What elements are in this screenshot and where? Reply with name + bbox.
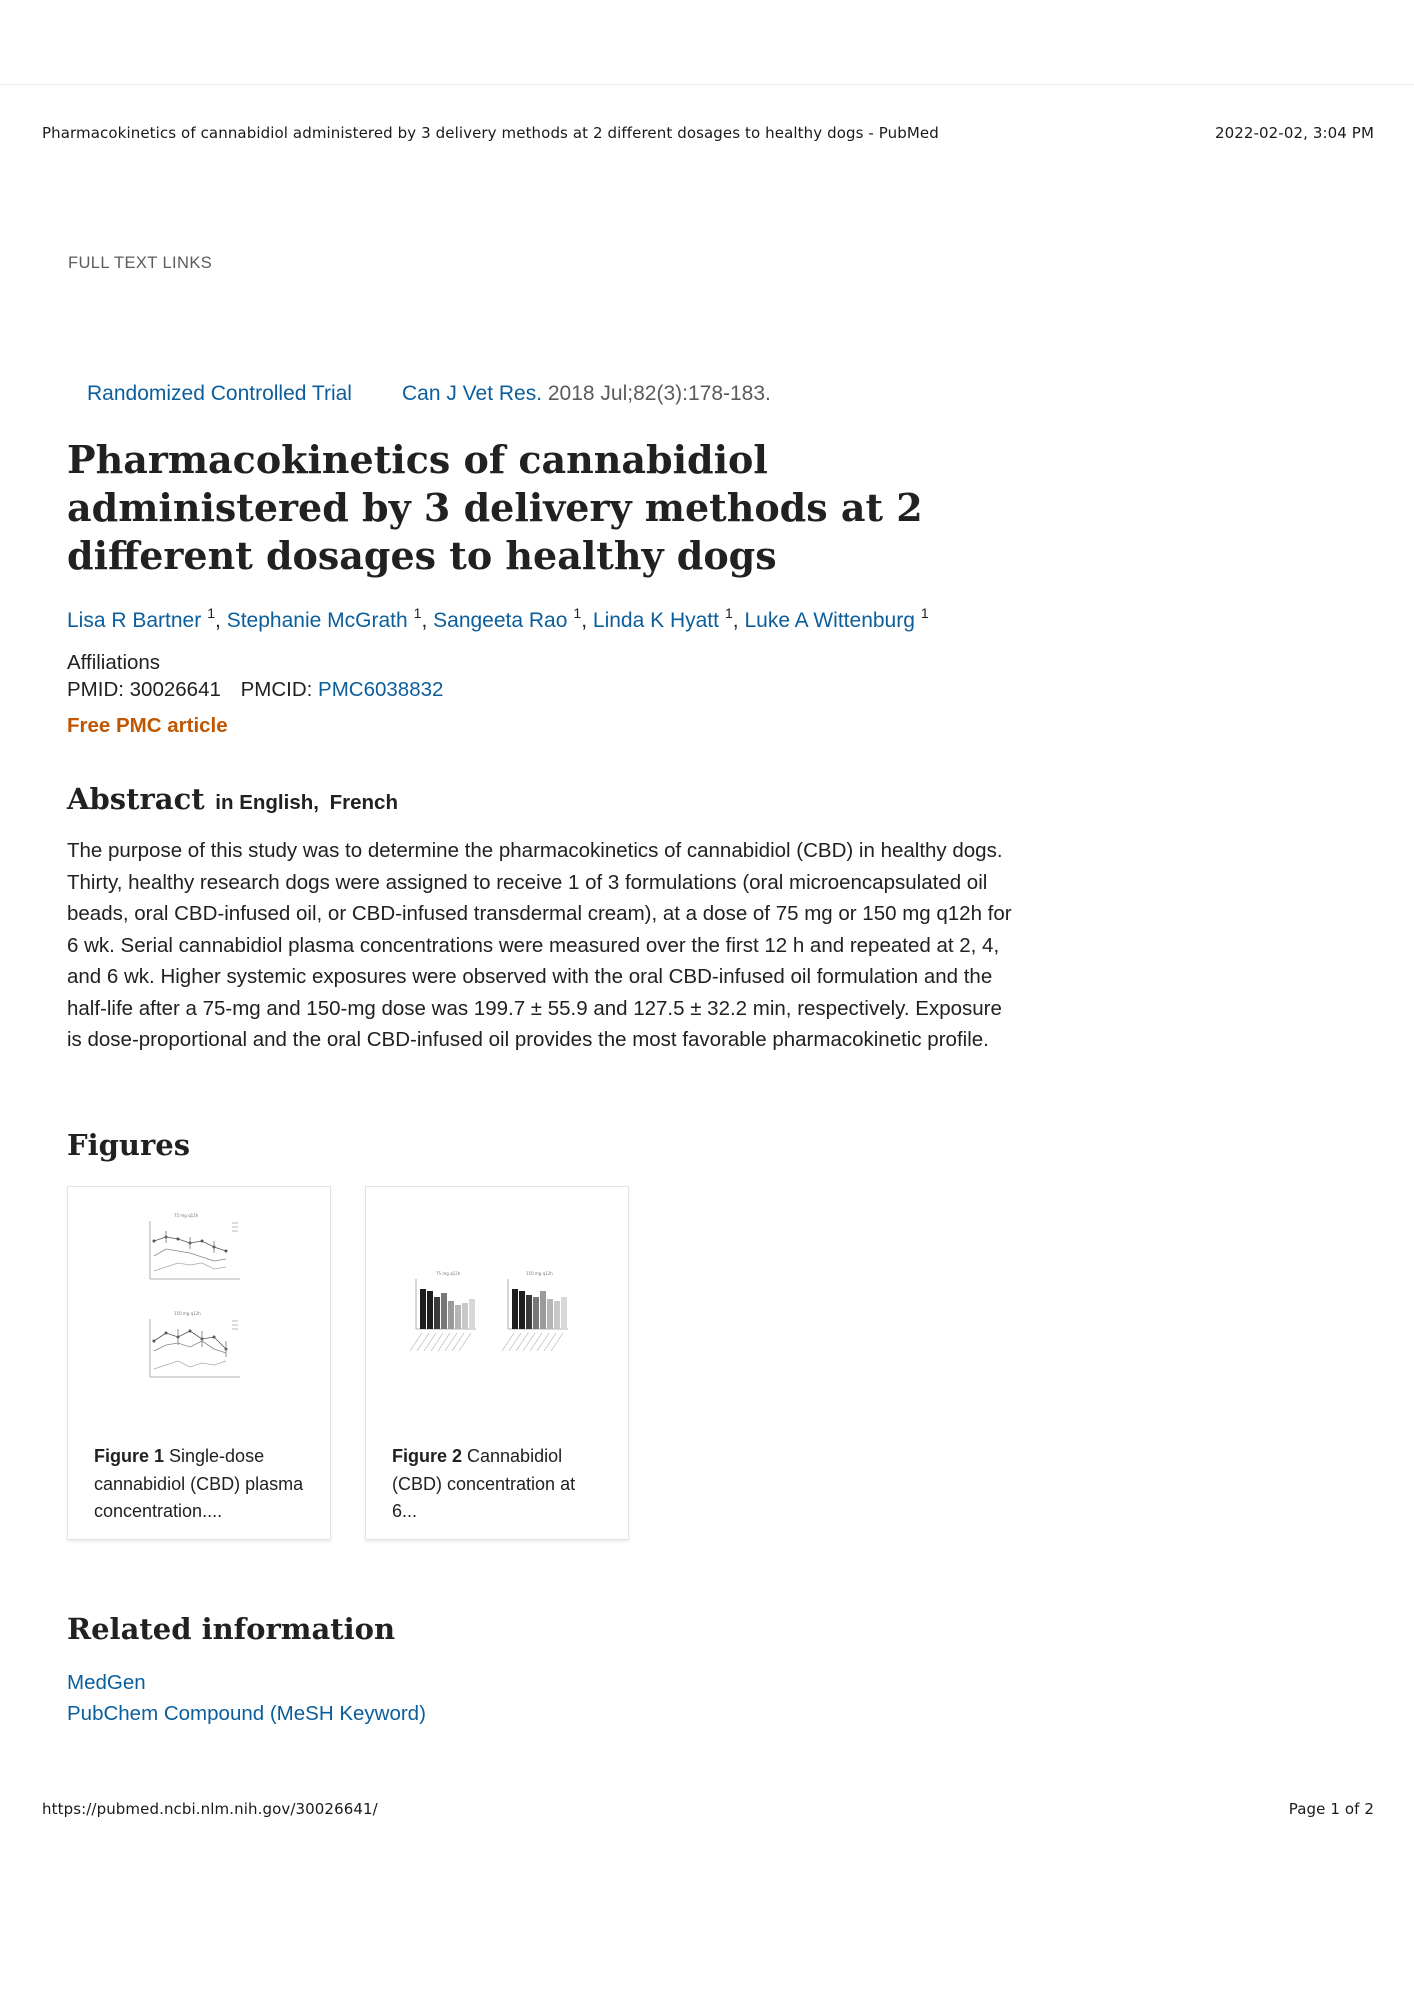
figure-card-2[interactable] (365, 1186, 629, 1540)
author-link[interactable]: Stephanie McGrath (226, 609, 408, 632)
related-links (67, 1667, 426, 1729)
figure-1-caption-text: Single-dose cannabidiol (CBD) plasma concentration.... (94, 1446, 304, 1521)
author-list (67, 605, 929, 633)
svg-text:150 mg q12h: 150 mg q12h (174, 1311, 201, 1316)
figure-1-label: Figure 1 (94, 1446, 165, 1466)
affiliation-ref[interactable]: 1 (207, 605, 216, 621)
figure-1-caption (94, 1443, 304, 1526)
affiliations-toggle[interactable]: Affiliations (67, 651, 161, 674)
abstract-language-prefix: in English, (215, 791, 319, 814)
pmid-label: PMID: (67, 678, 124, 701)
medgen-link[interactable]: MedGen (67, 1671, 146, 1694)
abstract-title: Abstract (67, 782, 205, 816)
top-divider (0, 84, 1414, 85)
journal-link[interactable]: Can J Vet Res. (401, 382, 543, 405)
figure-2-caption-text: Cannabidiol (CBD) concentration at 6... (392, 1446, 576, 1521)
pubchem-compound-link[interactable]: PubChem Compound (MeSH Keyword) (67, 1702, 426, 1725)
print-footer-url: https://pubmed.ncbi.nlm.nih.gov/30026641/ (42, 1800, 378, 1818)
pmid-value: 30026641 (129, 678, 221, 701)
article-title: Pharmacokinetics of cannabidiol administered by 3 delivery methods at 2 different dosages to healthy dogs (67, 437, 923, 578)
pmcid-link[interactable]: PMC6038832 (318, 678, 444, 701)
citation-details: 2018 Jul;82(3):178-183. (542, 382, 771, 405)
abstract-heading (67, 782, 398, 816)
author-separator: , (581, 609, 588, 632)
author-separator: , (215, 609, 221, 632)
print-header-title: Pharmacokinetics of cannabidiol administered by 3 delivery methods at 2 different dosages to healthy dogs - PubMed (42, 124, 939, 142)
citation-line (87, 382, 771, 406)
pmcid-label: PMCID: (240, 678, 313, 701)
figure-2-thumbnail (380, 1201, 614, 1423)
publication-type-link[interactable]: Randomized Controlled Trial (87, 382, 352, 405)
full-text-links-label: FULL TEXT LINKS (68, 254, 213, 272)
author-link[interactable]: Linda K Hyatt (592, 609, 719, 632)
figure-2-caption (392, 1443, 602, 1526)
author-link[interactable]: Luke A Wittenburg (744, 609, 915, 632)
author-separator: , (732, 609, 739, 632)
affiliation-ref[interactable]: 1 (573, 605, 582, 621)
affiliation-ref[interactable]: 1 (413, 605, 422, 621)
abstract-text: The purpose of this study was to determine the pharmacokinetics of cannabidiol (CBD) in healthy dogs. Thirty, healthy research dogs were assigned to receive 1 of 3 formulations (oral microencapsulated oil beads, oral CBD-infused oil, or CBD-infused transdermal cream), at a dose of 75 mg or 150 mg q12h for 6 wk. Serial cannabidiol plasma concentrations were measured over the first 12 h and repeated at 2, 4, and 6 wk. Higher systemic exposures were observed with the oral CBD-infused oil formulation and the half-life after a 75-mg and 150-mg dose was 199.7 ± 55.9 and 127.5 ± 32.2 min, respectively. Exposure is dose-proportional and the oral CBD-infused oil provides the most favorable pharmacokinetic profile. (67, 839, 1012, 1051)
identifiers (67, 678, 443, 702)
print-header-datetime: 2022-02-02, 3:04 PM (1214, 124, 1374, 142)
author-link[interactable]: Sangeeta Rao (433, 609, 568, 632)
author-separator: , (421, 609, 428, 632)
french-abstract-link[interactable]: French (329, 791, 398, 814)
free-pmc-article-label: Free PMC article (67, 714, 228, 737)
related-information-heading: Related information (67, 1612, 396, 1646)
affiliation-ref[interactable]: 1 (920, 605, 929, 621)
author-link[interactable]: Lisa R Bartner (67, 609, 202, 632)
svg-text:75 mg q12h: 75 mg q12h (174, 1213, 199, 1218)
figure-card-1[interactable] (67, 1186, 331, 1540)
figures-heading: Figures (67, 1128, 191, 1162)
figure-1-thumbnail (82, 1201, 316, 1423)
affiliation-ref[interactable]: 1 (724, 605, 733, 621)
figure-2-label: Figure 2 (392, 1446, 463, 1466)
print-footer-page: Page 1 of 2 (1288, 1800, 1374, 1818)
svg-text:75 mg q12h: 75 mg q12h (436, 1271, 461, 1276)
svg-text:150 mg q12h: 150 mg q12h (526, 1271, 553, 1276)
